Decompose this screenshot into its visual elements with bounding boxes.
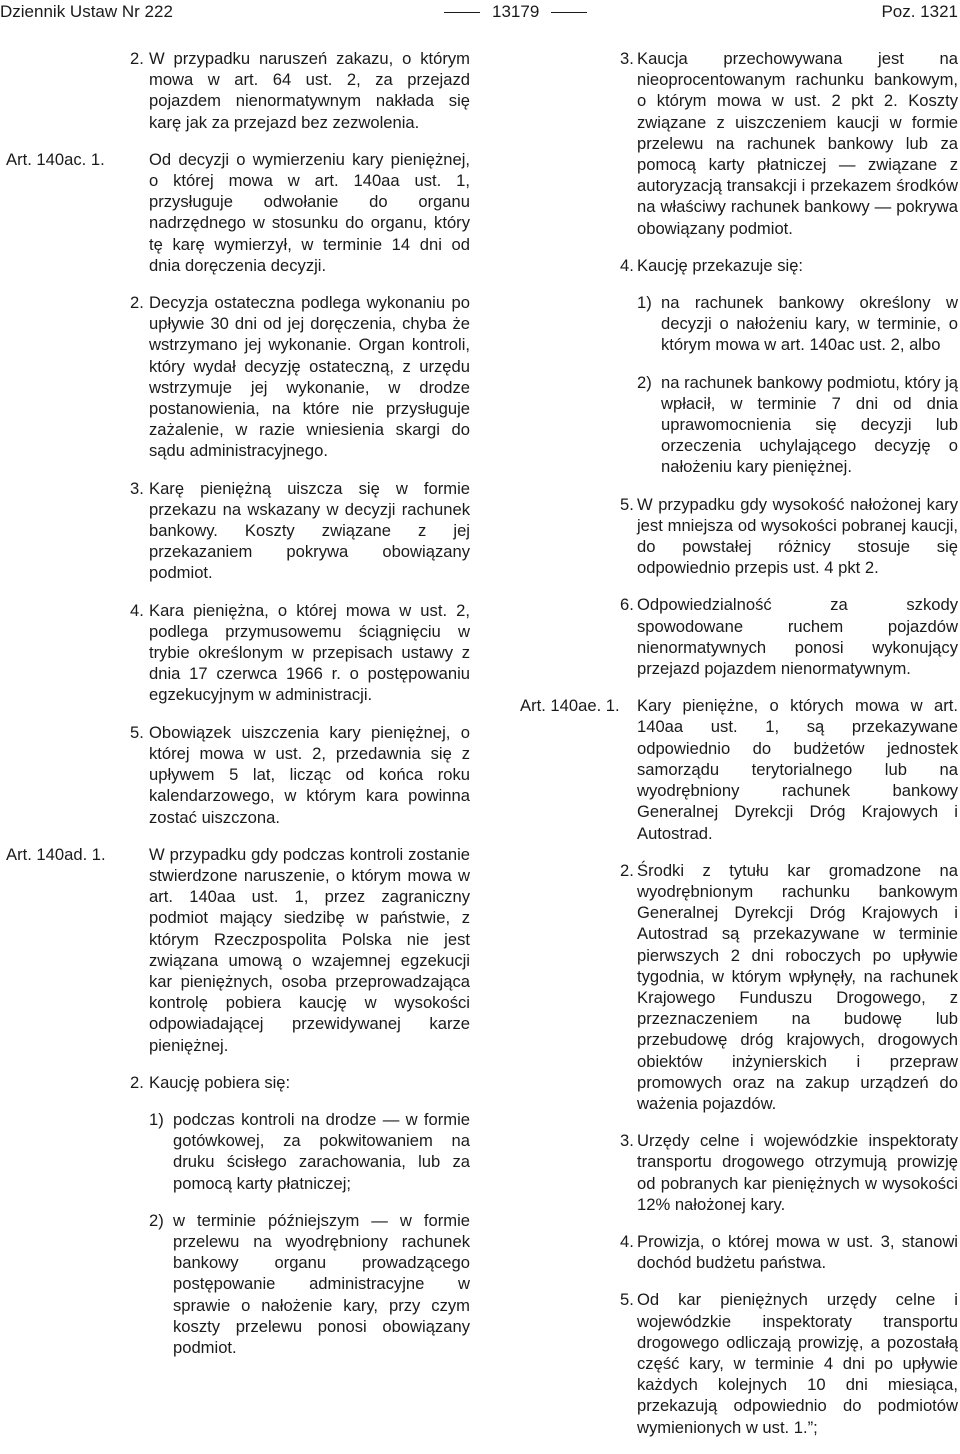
paragraph: [520, 1130, 958, 1215]
paragraph-text: Prowizja, o której mowa w ust. 3, stanowi dochód budżetu państwa.: [637, 1231, 958, 1273]
paragraph-number: 5.: [620, 1290, 634, 1310]
paragraph: [0, 600, 470, 706]
paragraph-text: Środki z tytułu kar gromadzone na wyodrębnionym rachunku bankowym Generalnej Dyrekcji Dróg Krajowych i Autostrad są przekazywane w terminie pierwszych 2 dni roboczych po upływie tygodnia, w którym wpłynęły, na rachunek Krajowego Funduszu Drogowego, z przeznaczeniem na budowę lub przebudowę dróg krajowych, drogowych obiektów inżynierskich i przepraw promowych oraz na zakup urządzeń do ważenia pojazdów.: [637, 860, 958, 1113]
article: [520, 695, 958, 843]
paragraph-text: Urzędy celne i wojewódzkie inspektoraty transportu drogowego otrzymują prowizję od pobranych kar pieniężnych w wysokości 12% nałożonej kary.: [637, 1131, 958, 1214]
paragraph-text: Kara pieniężna, o której mowa w ust. 2, podlega przymusowemu ściągnięciu w trybie określonym w przepisach ustawy z dnia 17 czerwca 1966 r. o postępowaniu egzekucyjnym w administracji.: [149, 600, 470, 705]
paragraph-text: Kaucję przekazuje się:: [637, 255, 804, 275]
paragraph: [520, 1289, 958, 1437]
item-text: na rachunek bankowy podmiotu, który ją wpłacił, w terminie 7 dni od dnia uprawomocnienia się decyzji lub orzeczenia uchylającego decyzję o nałożeniu kary pieniężnej.: [661, 372, 959, 477]
article-number: Art. 140ac. 1.: [6, 149, 105, 169]
paragraph: [520, 1231, 958, 1273]
list-item: [520, 372, 958, 478]
page-header: [0, 0, 960, 48]
page-number: 13179: [432, 2, 599, 22]
paragraph: [520, 594, 958, 679]
paragraph-number: 2.: [130, 49, 144, 68]
paragraph-number: 2.: [130, 1072, 144, 1092]
paragraph-number: 3.: [620, 1131, 634, 1151]
paragraph-text: Kaucja przechowywana jest na nieoprocentowanym rachunku bankowym, o którym mowa w ust. 2 pkt 2. Koszty związane z uiszczeniem kaucji w formie przelewu na rachunek bankowy lub za pomocą karty płatniczej — związane z autoryzacją transakcji i przekazem środków na właściwy rachunek bankowy — pokrywa obowiązany podmiot.: [637, 49, 958, 238]
paragraph: [520, 255, 958, 276]
paragraph-number: 3.: [130, 478, 144, 498]
paragraph-number: 6.: [620, 595, 634, 615]
list-item: [0, 1210, 470, 1358]
paragraph: [0, 1072, 470, 1093]
article-text: W przypadku gdy podczas kontroli zostanie stwierdzone naruszenie, o którym mowa w art. 140aa ust. 1, przez zagraniczny podmiot mający siedzibę w państwie, z którym Rzeczpospolita Polska nie jest związana umową o wzajemnej egzekucji kar pieniężnych, osoba przeprowadzająca kontrolę pobiera kaucję w wysokości odpowiadającej przewidywanej karze pieniężnej.: [149, 844, 470, 1055]
article: [0, 149, 470, 276]
position-number: Poz. 1321: [881, 2, 958, 21]
article-text: Kary pieniężne, o których mowa w art. 140aa ust. 1, są przekazywane odpowiednio do budżetów jednostek samorządu terytorialnego lub na wyodrębniony rachunek bankowy Generalnej Dyrekcji Dróg Krajowych i Autostrad.: [637, 696, 958, 843]
item-number: 1): [637, 293, 652, 313]
article-number: Art. 140ad. 1.: [6, 844, 106, 864]
paragraph-number: 3.: [620, 49, 634, 68]
paragraph-number: 2.: [130, 293, 144, 313]
right-column: [520, 48, 958, 1454]
item-text: na rachunek bankowy określony w decyzji o nałożeniu kary, w terminie, o którym mowa w art. 140ac ust. 2, albo: [661, 293, 958, 355]
paragraph: [0, 478, 470, 584]
item-text: w terminie późniejszym — w formie przelewu na wyodrębniony rachunek bankowy organu prowadzącego postępowanie administracyjne w sprawie o nałożenie kary, przy czym koszty przelewu ponosi obowiązany podmiot.: [173, 1210, 470, 1357]
paragraph-text: Od kar pieniężnych urzędy celne i wojewódzkie inspektoraty transportu drogowego odliczają prowizję, a pozostałą część kary, w terminie 4 dni po upływie każdych kolejnych 10 dni miesiąca, przekazują odpowiednio do podmiotów wymienionych w ust. 1.”;: [637, 1290, 958, 1437]
paragraph-number: 4.: [130, 600, 144, 620]
paragraph-number: 2.: [620, 860, 634, 880]
paragraph: [0, 722, 470, 828]
article-text: Od decyzji o wymierzeniu kary pieniężnej, o której mowa w art. 140aa ust. 1, przysługuje odwołanie do organu nadrzędnego w stosunku do organu, który tę karę wymierzył, w terminie 14 dni od dnia doręczenia decyzji.: [149, 149, 470, 275]
paragraph-text: Decyzja ostateczna podlega wykonaniu po upływie 30 dni od jej doręczenia, chyba że wstrzymano jej wykonanie. Organ kontroli, który wydał decyzję ostateczną, z urzędu wstrzymuje jej wykonanie, w drodze postanowienia, na które nie przysługuje zażalenie, w razie wniesienia skargi do sądu administracyjnego.: [149, 293, 470, 461]
paragraph: [0, 292, 470, 462]
paragraph-number: 4.: [620, 255, 634, 275]
paragraph-text: Obowiązek uiszczenia kary pieniężnej, o której mowa w ust. 2, przedawnia się z upływem 5 lat, licząc od końca roku kalendarzowego, w którym kara powinna zostać uiszczona.: [149, 722, 470, 827]
paragraph-text: Karę pieniężną uiszcza się w formie przekazu na wskazany w decyzji rachunek bankowy. Koszty związane z jej przekazaniem pokrywa obowiązany podmiot.: [149, 478, 470, 583]
paragraph-text: Kaucję pobiera się:: [149, 1072, 291, 1092]
article: [0, 844, 470, 1056]
left-column: [0, 48, 470, 1374]
paragraph-number: 5.: [620, 494, 634, 514]
paragraph-number: 4.: [620, 1231, 634, 1251]
item-number: 2): [149, 1210, 164, 1230]
paragraph: [520, 860, 958, 1114]
paragraph-text: W przypadku naruszeń zakazu, o którym mowa w art. 64 ust. 2, za przejazd pojazdem nienormatywnym nakłada się karę jak za przejazd bez zezwolenia.: [149, 49, 470, 132]
item-number: 1): [149, 1109, 164, 1129]
paragraph-number: 5.: [130, 722, 144, 742]
item-number: 2): [637, 372, 652, 392]
paragraph-text: W przypadku gdy wysokość nałożonej kary jest mniejsza od wysokości pobranej kaucji, do powstałej różnicy stosuje się odpowiednio przepis ust. 4 pkt 2.: [637, 494, 958, 578]
paragraph: [520, 48, 958, 239]
paragraph: [0, 48, 470, 133]
paragraph-text: Odpowiedzialność za szkody spowodowane ruchem pojazdów nienormatywnych ponosi wykonujący przejazd pojazdem nienormatywnym.: [637, 595, 958, 679]
item-text: podczas kontroli na drodze — w formie gotówkowej, za pokwitowaniem na druku ścisłego zarachowania, lub za pomocą karty płatniczej;: [173, 1109, 470, 1193]
journal-title: Dziennik Ustaw Nr 222: [0, 2, 173, 21]
article-number: Art. 140ae. 1.: [520, 696, 620, 716]
list-item: [520, 292, 958, 356]
list-item: [0, 1109, 470, 1194]
paragraph: [520, 494, 958, 579]
